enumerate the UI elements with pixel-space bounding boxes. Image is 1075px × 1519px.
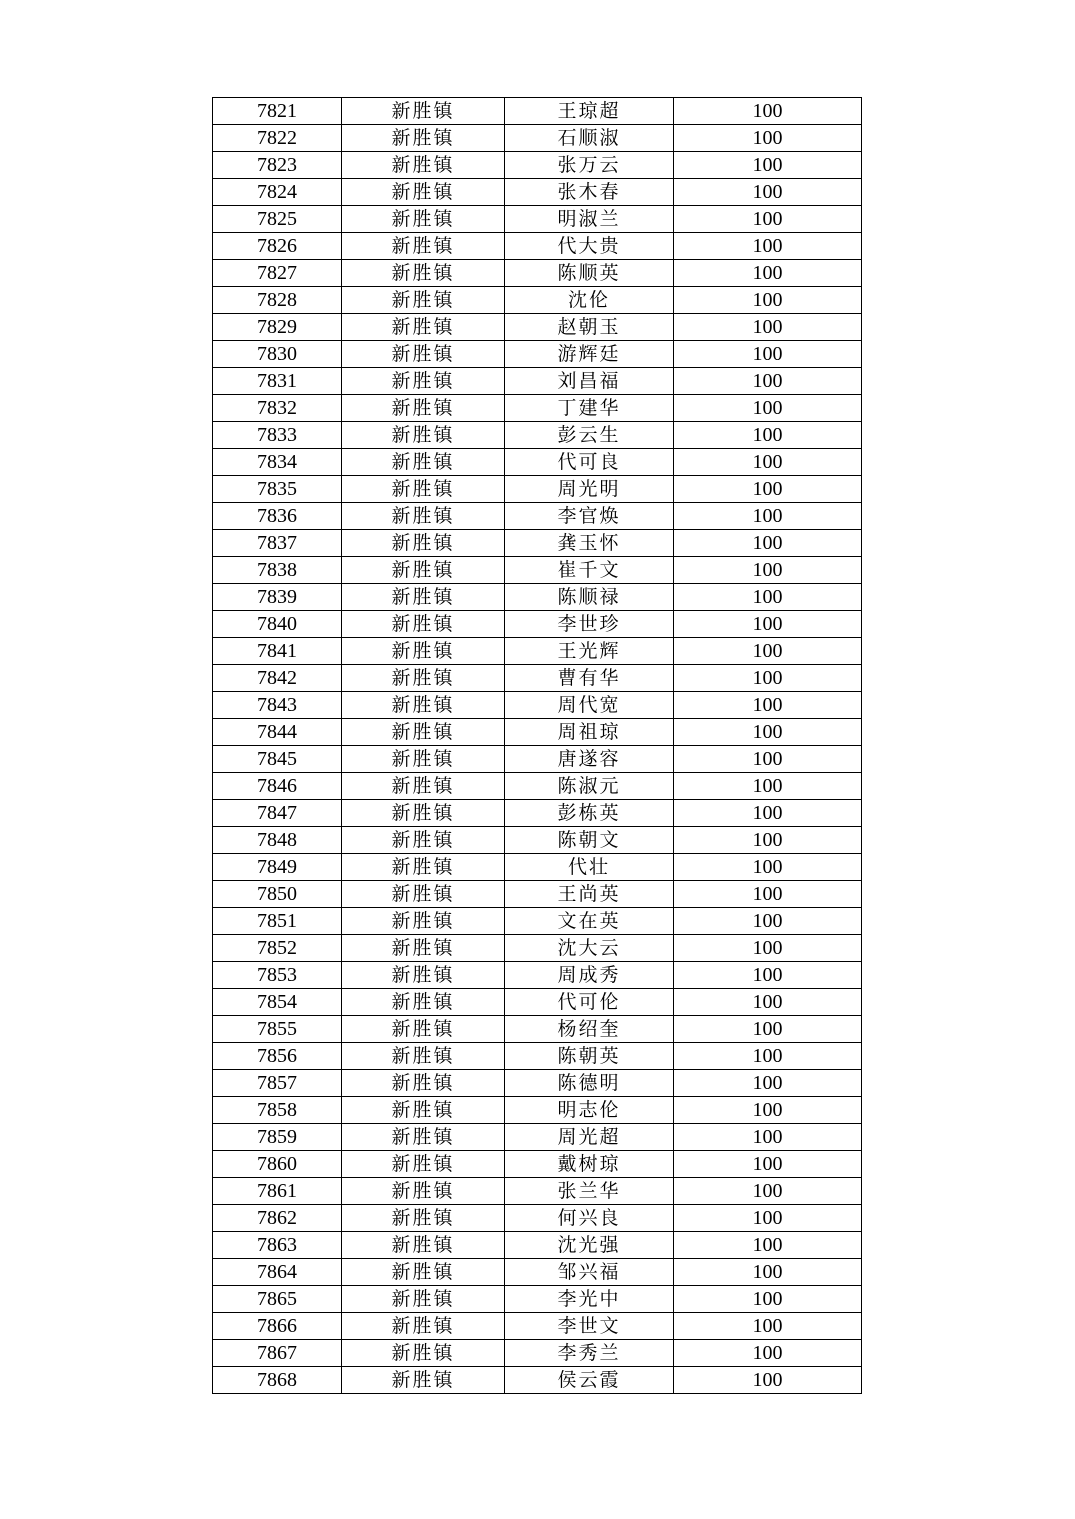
amount-cell: 100 <box>674 1070 862 1097</box>
row-number-cell: 7827 <box>213 260 342 287</box>
amount-cell: 100 <box>674 179 862 206</box>
town-cell: 新胜镇 <box>342 314 505 341</box>
row-number-cell: 7860 <box>213 1151 342 1178</box>
amount-cell: 100 <box>674 773 862 800</box>
name-cell: 周光明 <box>505 476 674 503</box>
name-cell: 李官焕 <box>505 503 674 530</box>
town-cell: 新胜镇 <box>342 1070 505 1097</box>
amount-cell: 100 <box>674 449 862 476</box>
name-cell: 陈朝文 <box>505 827 674 854</box>
table-row <box>213 584 862 611</box>
table-row <box>213 1205 862 1232</box>
table-row <box>213 206 862 233</box>
row-number-cell: 7851 <box>213 908 342 935</box>
name-cell: 陈顺英 <box>505 260 674 287</box>
name-cell: 张兰华 <box>505 1178 674 1205</box>
row-number-cell: 7850 <box>213 881 342 908</box>
table-row <box>213 422 862 449</box>
table-row <box>213 287 862 314</box>
row-number-cell: 7864 <box>213 1259 342 1286</box>
name-cell: 游辉廷 <box>505 341 674 368</box>
table-row <box>213 449 862 476</box>
table-row <box>213 1070 862 1097</box>
name-cell: 彭云生 <box>505 422 674 449</box>
table-row <box>213 1313 862 1340</box>
town-cell: 新胜镇 <box>342 1043 505 1070</box>
row-number-cell: 7848 <box>213 827 342 854</box>
row-number-cell: 7839 <box>213 584 342 611</box>
name-cell: 崔千文 <box>505 557 674 584</box>
name-cell: 陈顺禄 <box>505 584 674 611</box>
town-cell: 新胜镇 <box>342 800 505 827</box>
table-row <box>213 1016 862 1043</box>
town-cell: 新胜镇 <box>342 881 505 908</box>
row-number-cell: 7855 <box>213 1016 342 1043</box>
town-cell: 新胜镇 <box>342 1340 505 1367</box>
table-row <box>213 314 862 341</box>
name-cell: 陈德明 <box>505 1070 674 1097</box>
amount-cell: 100 <box>674 1043 862 1070</box>
amount-cell: 100 <box>674 1232 862 1259</box>
amount-cell: 100 <box>674 395 862 422</box>
town-cell: 新胜镇 <box>342 989 505 1016</box>
row-number-cell: 7845 <box>213 746 342 773</box>
table-row <box>213 692 862 719</box>
row-number-cell: 7854 <box>213 989 342 1016</box>
data-table <box>212 97 862 1394</box>
name-cell: 丁建华 <box>505 395 674 422</box>
amount-cell: 100 <box>674 935 862 962</box>
row-number-cell: 7863 <box>213 1232 342 1259</box>
table-row <box>213 800 862 827</box>
name-cell: 石顺淑 <box>505 125 674 152</box>
name-cell: 明淑兰 <box>505 206 674 233</box>
amount-cell: 100 <box>674 125 862 152</box>
name-cell: 李光中 <box>505 1286 674 1313</box>
town-cell: 新胜镇 <box>342 1232 505 1259</box>
row-number-cell: 7829 <box>213 314 342 341</box>
table-row <box>213 1259 862 1286</box>
town-cell: 新胜镇 <box>342 1259 505 1286</box>
table-row <box>213 395 862 422</box>
town-cell: 新胜镇 <box>342 233 505 260</box>
table-row <box>213 557 862 584</box>
name-cell: 周祖琼 <box>505 719 674 746</box>
table-row <box>213 503 862 530</box>
row-number-cell: 7866 <box>213 1313 342 1340</box>
table-row <box>213 989 862 1016</box>
town-cell: 新胜镇 <box>342 1016 505 1043</box>
amount-cell: 100 <box>674 422 862 449</box>
row-number-cell: 7835 <box>213 476 342 503</box>
table-row <box>213 1097 862 1124</box>
row-number-cell: 7858 <box>213 1097 342 1124</box>
name-cell: 代大贵 <box>505 233 674 260</box>
amount-cell: 100 <box>674 368 862 395</box>
table-row <box>213 638 862 665</box>
amount-cell: 100 <box>674 989 862 1016</box>
town-cell: 新胜镇 <box>342 1097 505 1124</box>
table-row <box>213 908 862 935</box>
amount-cell: 100 <box>674 476 862 503</box>
row-number-cell: 7828 <box>213 287 342 314</box>
table-row <box>213 1286 862 1313</box>
amount-cell: 100 <box>674 314 862 341</box>
table-row <box>213 719 862 746</box>
name-cell: 杨绍奎 <box>505 1016 674 1043</box>
amount-cell: 100 <box>674 233 862 260</box>
town-cell: 新胜镇 <box>342 962 505 989</box>
town-cell: 新胜镇 <box>342 557 505 584</box>
row-number-cell: 7831 <box>213 368 342 395</box>
row-number-cell: 7841 <box>213 638 342 665</box>
amount-cell: 100 <box>674 638 862 665</box>
amount-cell: 100 <box>674 1259 862 1286</box>
row-number-cell: 7857 <box>213 1070 342 1097</box>
table-row <box>213 1124 862 1151</box>
name-cell: 周光超 <box>505 1124 674 1151</box>
town-cell: 新胜镇 <box>342 854 505 881</box>
name-cell: 沈伦 <box>505 287 674 314</box>
table-row <box>213 1043 862 1070</box>
amount-cell: 100 <box>674 530 862 557</box>
town-cell: 新胜镇 <box>342 746 505 773</box>
name-cell: 侯云霞 <box>505 1367 674 1394</box>
amount-cell: 100 <box>674 1286 862 1313</box>
town-cell: 新胜镇 <box>342 125 505 152</box>
table-row <box>213 827 862 854</box>
town-cell: 新胜镇 <box>342 1178 505 1205</box>
town-cell: 新胜镇 <box>342 503 505 530</box>
amount-cell: 100 <box>674 1178 862 1205</box>
name-cell: 李世珍 <box>505 611 674 638</box>
name-cell: 刘昌福 <box>505 368 674 395</box>
name-cell: 文在英 <box>505 908 674 935</box>
town-cell: 新胜镇 <box>342 1367 505 1394</box>
amount-cell: 100 <box>674 800 862 827</box>
name-cell: 龚玉怀 <box>505 530 674 557</box>
table-row <box>213 1367 862 1394</box>
row-number-cell: 7862 <box>213 1205 342 1232</box>
row-number-cell: 7849 <box>213 854 342 881</box>
amount-cell: 100 <box>674 287 862 314</box>
row-number-cell: 7852 <box>213 935 342 962</box>
row-number-cell: 7825 <box>213 206 342 233</box>
table-row <box>213 476 862 503</box>
town-cell: 新胜镇 <box>342 287 505 314</box>
amount-cell: 100 <box>674 665 862 692</box>
town-cell: 新胜镇 <box>342 773 505 800</box>
row-number-cell: 7840 <box>213 611 342 638</box>
amount-cell: 100 <box>674 557 862 584</box>
name-cell: 张木春 <box>505 179 674 206</box>
name-cell: 唐遂容 <box>505 746 674 773</box>
row-number-cell: 7842 <box>213 665 342 692</box>
amount-cell: 100 <box>674 881 862 908</box>
row-number-cell: 7838 <box>213 557 342 584</box>
table-row <box>213 341 862 368</box>
name-cell: 代壮 <box>505 854 674 881</box>
name-cell: 赵朝玉 <box>505 314 674 341</box>
amount-cell: 100 <box>674 1367 862 1394</box>
table-row <box>213 854 862 881</box>
town-cell: 新胜镇 <box>342 422 505 449</box>
row-number-cell: 7834 <box>213 449 342 476</box>
name-cell: 戴树琼 <box>505 1151 674 1178</box>
amount-cell: 100 <box>674 962 862 989</box>
town-cell: 新胜镇 <box>342 449 505 476</box>
amount-cell: 100 <box>674 341 862 368</box>
town-cell: 新胜镇 <box>342 611 505 638</box>
town-cell: 新胜镇 <box>342 692 505 719</box>
amount-cell: 100 <box>674 1340 862 1367</box>
amount-cell: 100 <box>674 746 862 773</box>
table-row <box>213 125 862 152</box>
row-number-cell: 7833 <box>213 422 342 449</box>
amount-cell: 100 <box>674 719 862 746</box>
row-number-cell: 7843 <box>213 692 342 719</box>
row-number-cell: 7859 <box>213 1124 342 1151</box>
name-cell: 明志伦 <box>505 1097 674 1124</box>
table-row <box>213 530 862 557</box>
table-row <box>213 1232 862 1259</box>
table-row <box>213 98 862 125</box>
table-row <box>213 746 862 773</box>
table-row <box>213 881 862 908</box>
amount-cell: 100 <box>674 584 862 611</box>
row-number-cell: 7832 <box>213 395 342 422</box>
town-cell: 新胜镇 <box>342 935 505 962</box>
name-cell: 张万云 <box>505 152 674 179</box>
row-number-cell: 7856 <box>213 1043 342 1070</box>
town-cell: 新胜镇 <box>342 908 505 935</box>
town-cell: 新胜镇 <box>342 260 505 287</box>
amount-cell: 100 <box>674 1151 862 1178</box>
name-cell: 何兴良 <box>505 1205 674 1232</box>
town-cell: 新胜镇 <box>342 1313 505 1340</box>
name-cell: 邹兴福 <box>505 1259 674 1286</box>
town-cell: 新胜镇 <box>342 395 505 422</box>
row-number-cell: 7821 <box>213 98 342 125</box>
town-cell: 新胜镇 <box>342 530 505 557</box>
amount-cell: 100 <box>674 692 862 719</box>
row-number-cell: 7861 <box>213 1178 342 1205</box>
table-row <box>213 611 862 638</box>
table-row <box>213 1178 862 1205</box>
row-number-cell: 7847 <box>213 800 342 827</box>
amount-cell: 100 <box>674 854 862 881</box>
name-cell: 李世文 <box>505 1313 674 1340</box>
table-row <box>213 260 862 287</box>
row-number-cell: 7823 <box>213 152 342 179</box>
name-cell: 代可伦 <box>505 989 674 1016</box>
table-row <box>213 233 862 260</box>
town-cell: 新胜镇 <box>342 476 505 503</box>
town-cell: 新胜镇 <box>342 341 505 368</box>
row-number-cell: 7853 <box>213 962 342 989</box>
amount-cell: 100 <box>674 503 862 530</box>
town-cell: 新胜镇 <box>342 98 505 125</box>
amount-cell: 100 <box>674 206 862 233</box>
name-cell: 代可良 <box>505 449 674 476</box>
town-cell: 新胜镇 <box>342 1286 505 1313</box>
town-cell: 新胜镇 <box>342 1124 505 1151</box>
row-number-cell: 7865 <box>213 1286 342 1313</box>
table-row <box>213 773 862 800</box>
town-cell: 新胜镇 <box>342 152 505 179</box>
amount-cell: 100 <box>674 98 862 125</box>
town-cell: 新胜镇 <box>342 665 505 692</box>
amount-cell: 100 <box>674 152 862 179</box>
row-number-cell: 7824 <box>213 179 342 206</box>
table-row <box>213 935 862 962</box>
table-body <box>213 98 862 1394</box>
table-row <box>213 179 862 206</box>
name-cell: 曹有华 <box>505 665 674 692</box>
table-row <box>213 1151 862 1178</box>
row-number-cell: 7830 <box>213 341 342 368</box>
amount-cell: 100 <box>674 260 862 287</box>
name-cell: 李秀兰 <box>505 1340 674 1367</box>
table-row <box>213 368 862 395</box>
town-cell: 新胜镇 <box>342 584 505 611</box>
table-row <box>213 1340 862 1367</box>
table-row <box>213 665 862 692</box>
name-cell: 沈光强 <box>505 1232 674 1259</box>
amount-cell: 100 <box>674 611 862 638</box>
town-cell: 新胜镇 <box>342 638 505 665</box>
name-cell: 周代宽 <box>505 692 674 719</box>
row-number-cell: 7822 <box>213 125 342 152</box>
row-number-cell: 7837 <box>213 530 342 557</box>
town-cell: 新胜镇 <box>342 719 505 746</box>
amount-cell: 100 <box>674 1016 862 1043</box>
town-cell: 新胜镇 <box>342 827 505 854</box>
row-number-cell: 7868 <box>213 1367 342 1394</box>
name-cell: 王光辉 <box>505 638 674 665</box>
row-number-cell: 7826 <box>213 233 342 260</box>
name-cell: 陈淑元 <box>505 773 674 800</box>
name-cell: 彭栋英 <box>505 800 674 827</box>
amount-cell: 100 <box>674 908 862 935</box>
name-cell: 王琼超 <box>505 98 674 125</box>
name-cell: 陈朝英 <box>505 1043 674 1070</box>
town-cell: 新胜镇 <box>342 206 505 233</box>
name-cell: 沈大云 <box>505 935 674 962</box>
amount-cell: 100 <box>674 827 862 854</box>
amount-cell: 100 <box>674 1124 862 1151</box>
table-row <box>213 962 862 989</box>
name-cell: 王尚英 <box>505 881 674 908</box>
row-number-cell: 7844 <box>213 719 342 746</box>
row-number-cell: 7846 <box>213 773 342 800</box>
amount-cell: 100 <box>674 1097 862 1124</box>
town-cell: 新胜镇 <box>342 179 505 206</box>
table-row <box>213 152 862 179</box>
town-cell: 新胜镇 <box>342 368 505 395</box>
row-number-cell: 7836 <box>213 503 342 530</box>
name-cell: 周成秀 <box>505 962 674 989</box>
amount-cell: 100 <box>674 1313 862 1340</box>
town-cell: 新胜镇 <box>342 1205 505 1232</box>
amount-cell: 100 <box>674 1205 862 1232</box>
town-cell: 新胜镇 <box>342 1151 505 1178</box>
row-number-cell: 7867 <box>213 1340 342 1367</box>
